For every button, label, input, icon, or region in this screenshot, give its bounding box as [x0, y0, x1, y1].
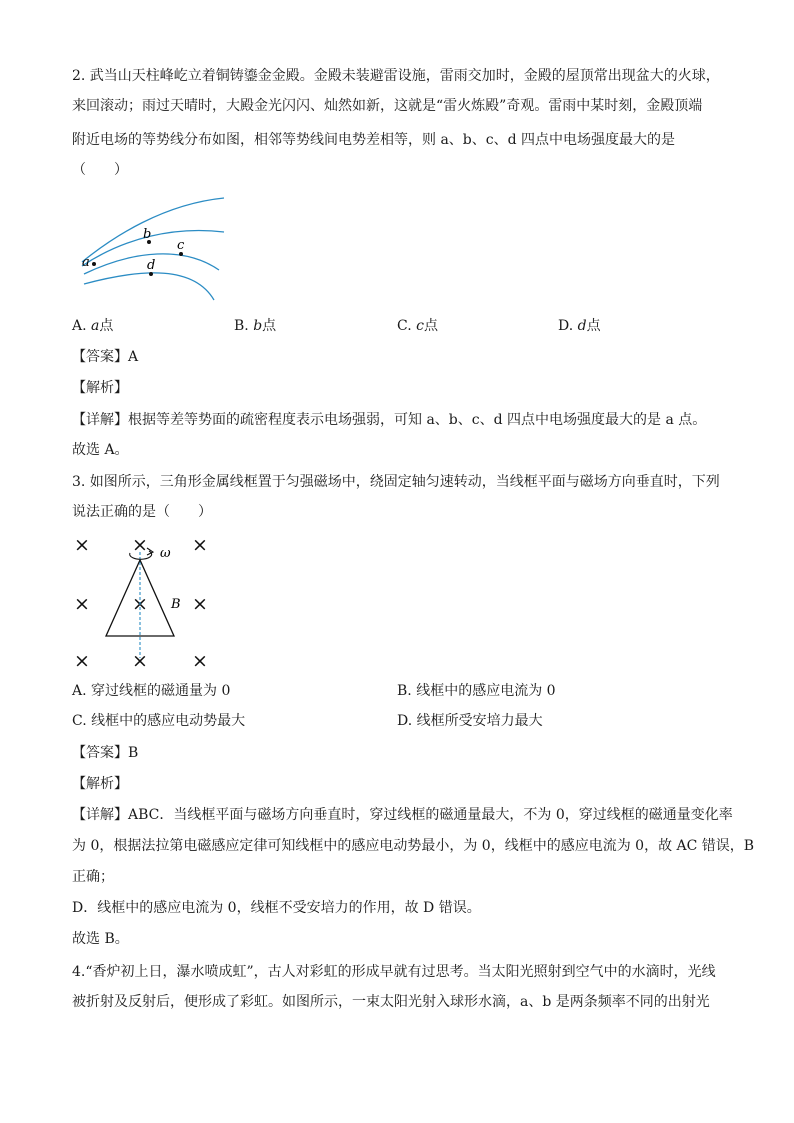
q4-stem-line-1: 4.“香炉初上日，瀑水喷成虹”，古人对彩虹的形成早就有过思考。当太阳光照射到空气中的水滴时，光线 — [72, 964, 716, 980]
q2-detail: 【详解】根据等差等势面的疏密程度表示电场强弱，可知 a、b、c、d 四点中电场强度最大的是 a 点。 — [72, 412, 707, 428]
q3-detail-line-2: 为 0，根据法拉第电磁感应定律可知线框中的感应电动势最小，为 0，线框中的感应电流为 0，故 AC 错误，B — [72, 838, 755, 854]
cross-8: × — [132, 650, 148, 672]
cross-7: × — [74, 650, 90, 672]
q2-stem-line-1: 2. 武当山天柱峰屹立着铜铸鎏金金殿。金殿未装避雷设施，雷雨交加时，金殿的屋顶常出现盆大的火球， — [72, 68, 720, 84]
cross-4: × — [74, 593, 90, 615]
cross-3: × — [192, 534, 208, 556]
q3-option-d: D. 线框所受安培力最大 — [397, 713, 543, 729]
cross-9: × — [192, 650, 208, 672]
q2-stem-line-2: 来回滚动；雨过天晴时，大殿金光闪闪、灿然如新，这就是“雷火炼殿”奇观。雷雨中某时刻，金殿顶端 — [72, 98, 703, 114]
q2-option-d: D. d点 — [558, 318, 601, 334]
label-omega: ω — [160, 546, 171, 561]
q2-conclusion: 故选 A。 — [72, 442, 129, 458]
q3-detail-line-1: 【详解】ABC．当线框平面与磁场方向垂直时，穿过线框的磁通量最大，不为 0，穿过线框的磁通量变化率 — [72, 807, 733, 823]
cross-6: × — [192, 593, 208, 615]
label-a: a — [82, 255, 90, 270]
q3-option-c: C. 线框中的感应电动势最大 — [72, 713, 246, 729]
label-B: B — [171, 597, 181, 612]
cross-2: × — [132, 534, 148, 556]
q2-option-c: C. c点 — [397, 318, 438, 334]
q3-magnetic-field-figure — [70, 532, 220, 674]
label-d: d — [147, 258, 156, 273]
q3-analysis-heading: 【解析】 — [72, 776, 128, 792]
q3-answer: 【答案】B — [72, 745, 139, 761]
q3-option-a: A. 穿过线框的磁通量为 0 — [72, 683, 231, 699]
q2-equipotential-figure — [74, 194, 234, 306]
q2-analysis-heading: 【解析】 — [72, 380, 128, 396]
cross-5: × — [132, 593, 148, 615]
q4-stem-line-2: 被折射及反射后，便形成了彩虹。如图所示，一束太阳光射入球形水滴，a、b 是两条频率不同的出射光 — [72, 994, 710, 1010]
q2-option-a: A. a点 — [72, 318, 114, 334]
q3-stem-line-1: 3. 如图所示，三角形金属线框置于匀强磁场中，绕固定轴匀速转动，当线框平面与磁场方向垂直时，下列 — [72, 474, 720, 490]
q3-conclusion: 故选 B。 — [72, 931, 129, 947]
q2-answer: 【答案】A — [72, 349, 139, 365]
label-c: c — [177, 238, 185, 253]
equipotential-line-4 — [84, 273, 214, 300]
label-b: b — [143, 227, 152, 242]
q3-stem-line-2: 说法正确的是（ ） — [72, 504, 212, 520]
q2-stem-line-3: 附近电场的等势线分布如图，相邻等势线间电势差相等，则 a、b、c、d 四点中电场强度最大的是 — [72, 132, 676, 148]
point-a — [92, 262, 96, 266]
q3-detail-line-4: D．线框中的感应电流为 0，线框不受安培力的作用，故 D 错误。 — [72, 900, 481, 916]
q2-option-b: B. b点 — [234, 318, 277, 334]
q2-answer-bracket: （ ） — [72, 162, 128, 178]
q3-option-b: B. 线框中的感应电流为 0 — [397, 683, 556, 699]
cross-1: × — [74, 534, 90, 556]
q3-detail-line-3: 正确； — [72, 869, 114, 885]
